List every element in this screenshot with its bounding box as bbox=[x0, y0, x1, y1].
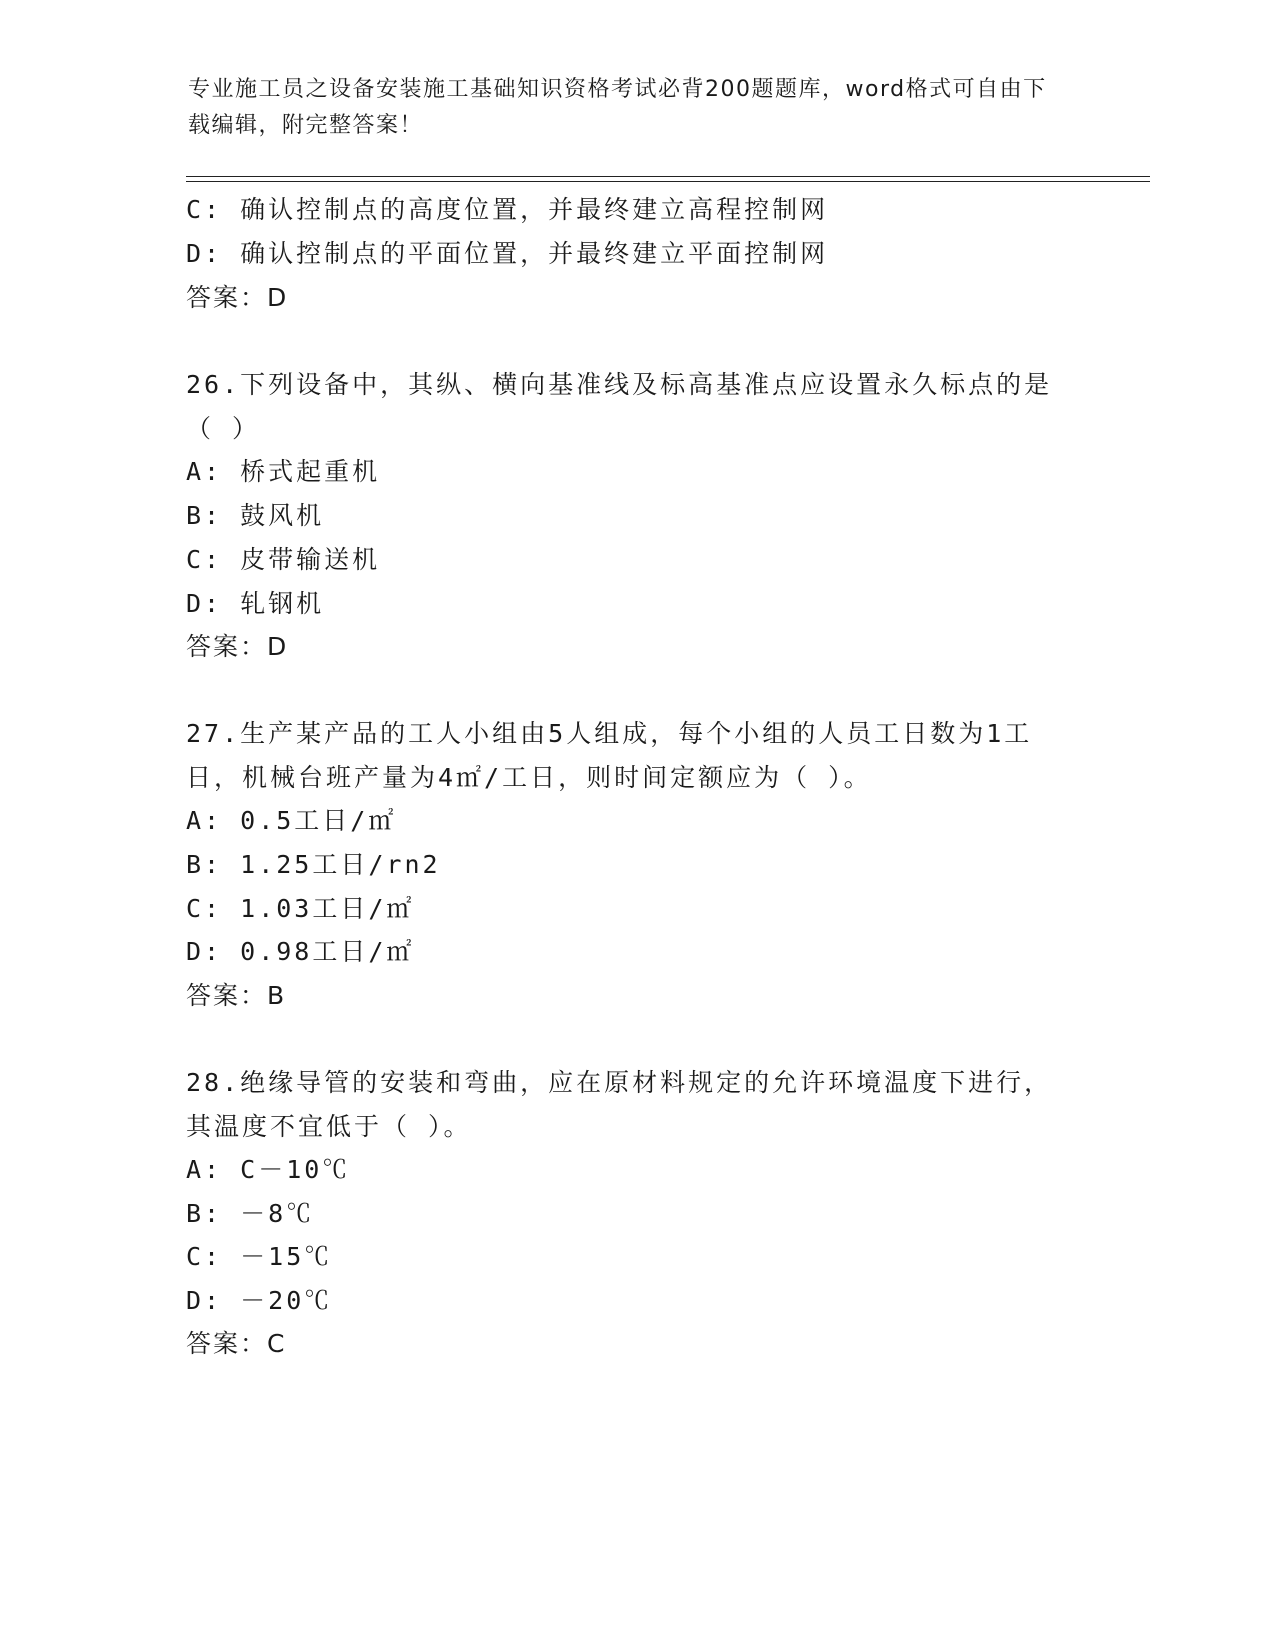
q26-stem-line-2: （ ） bbox=[186, 414, 261, 443]
q26-option-d: D: 轧钢机 bbox=[186, 589, 325, 618]
q28-stem-line-1: 28.绝缘导管的安装和弯曲，应在原材料规定的允许环境温度下进行， bbox=[186, 1068, 1053, 1097]
q25-option-d: D: 确认控制点的平面位置，并最终建立平面控制网 bbox=[186, 239, 829, 268]
q28-stem-line-2: 其温度不宜低于（ ）。 bbox=[186, 1112, 472, 1141]
q28-option-a: A: C－10℃ bbox=[186, 1155, 351, 1184]
q25-option-c: C: 确认控制点的高度位置，并最终建立高程控制网 bbox=[186, 195, 829, 224]
q27-answer: 答案：B bbox=[186, 981, 287, 1010]
q28-option-d: D: －20℃ bbox=[186, 1286, 333, 1315]
q28-answer: 答案：C bbox=[186, 1329, 287, 1358]
q27-option-c: C: 1.03工日/㎡ bbox=[186, 894, 415, 923]
q27-stem-line-2: 日，机械台班产量为4㎡/工日，则时间定额应为（ ）。 bbox=[186, 763, 872, 792]
q26-option-a: A: 桥式起重机 bbox=[186, 457, 381, 486]
q26-option-c: C: 皮带输送机 bbox=[186, 545, 381, 574]
q28-option-c: C: －15℃ bbox=[186, 1242, 333, 1271]
header-divider-top bbox=[186, 176, 1150, 177]
q26-answer: 答案：D bbox=[186, 632, 289, 661]
q27-stem-line-1: 27.生产某产品的工人小组由5人组成，每个小组的人员工日数为1工 bbox=[186, 719, 1033, 748]
q27-option-a: A: 0.5工日/㎡ bbox=[186, 806, 397, 835]
q27-option-d: D: 0.98工日/㎡ bbox=[186, 937, 415, 966]
q25-answer: 答案：D bbox=[186, 283, 289, 312]
q26-option-b: B: 鼓风机 bbox=[186, 501, 325, 530]
q28-option-b: B: －8℃ bbox=[186, 1199, 315, 1228]
q26-stem-line-1: 26.下列设备中，其纵、横向基准线及标高基准点应设置永久标点的是 bbox=[186, 370, 1053, 399]
document-title: 专业施工员之设备安装施工基础知识资格考试必背200题题库，word格式可自由下载编辑，附完整答案！ bbox=[188, 77, 1047, 138]
header-divider-bottom bbox=[186, 181, 1150, 182]
q27-option-b: B: 1.25工日/rn2 bbox=[186, 850, 441, 879]
